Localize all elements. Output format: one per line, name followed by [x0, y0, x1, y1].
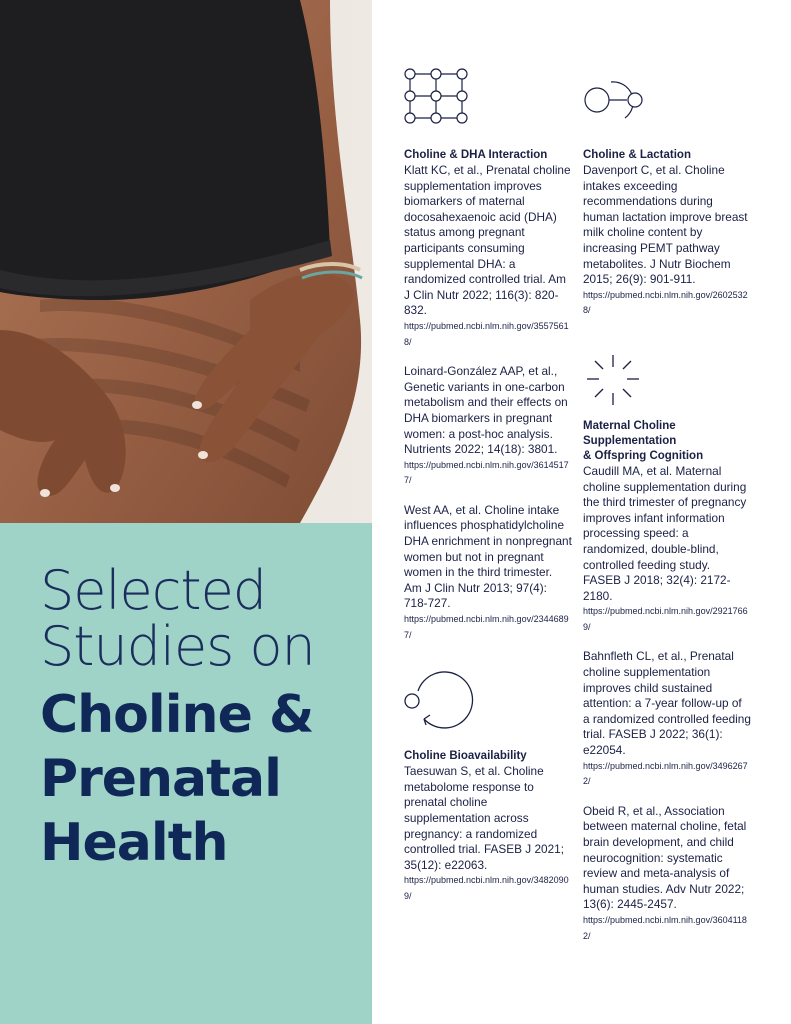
left-panel — [0, 0, 372, 1024]
section-heading-cognition — [583, 419, 751, 464]
title-line-1: Selected — [40, 559, 267, 622]
study-citation: Obeid R, et al., Association between maternal choline, fetal brain development, and child neurocognition: systematic review and meta-analysis of human studies. Adv Nutr 2022; 13(6): 2445-2457. — [583, 803, 747, 912]
study-citation: Taesuwan S, et al. Choline metabolome response to prenatal choline supplementation across pregnancy: a randomized controlled trial. FASEB J 2021; 35(12): e22063. — [404, 764, 564, 872]
heading-line: Supplementation — [583, 434, 677, 447]
column-2 — [583, 60, 751, 944]
title-line-3: Choline & — [40, 685, 314, 745]
study-link[interactable]: https://pubmed.ncbi.nlm.nih.gov/34962672/ — [583, 760, 748, 787]
circle-arrow-icon — [404, 667, 474, 733]
study-citation: Caudill MA, et al. Maternal choline supplementation during the third trimester of pregnancy improves infant information processing speed: a randomized, double-blind, controlled feeding study. FASEB J 2018; 32(4): 2172-2180. — [583, 463, 747, 603]
study-link[interactable]: https://pubmed.ncbi.nlm.nih.gov/26025328/ — [583, 289, 748, 316]
section-heading-bioavailability: Choline Bioavailability — [404, 750, 527, 763]
title-line-4: Prenatal — [40, 749, 281, 809]
photo-illustration — [0, 0, 372, 523]
study-link[interactable]: https://pubmed.ncbi.nlm.nih.gov/23446897/ — [404, 614, 569, 640]
column-1 — [404, 60, 572, 905]
grid-network-icon — [404, 60, 468, 140]
heading-line: Maternal Choline — [583, 419, 676, 432]
study-link[interactable]: https://pubmed.ncbi.nlm.nih.gov/34820909/ — [404, 875, 569, 901]
starburst-icon — [583, 349, 653, 419]
study-citation: Loinard-González AAP, et al., Genetic variants in one-carbon metabolism and their effects on DHA biomarkers in pregnant women: a post-hoc analysis. Nutrients 2022; 14(18): 3801. — [404, 364, 568, 457]
study-link[interactable]: https://pubmed.ncbi.nlm.nih.gov/36041182/ — [583, 914, 747, 941]
connected-circles-icon — [583, 60, 653, 140]
study-citation: Klatt KC, et al., Prenatal choline supplementation improves biomarkers of maternal docosahexaenoic acid (DHA) status among pregnant participants consuming supplemental DHA: a randomized controlled trial. Am J Clin Nutr 2022; 116(3): 820-832. — [404, 163, 571, 318]
study-link[interactable]: https://pubmed.ncbi.nlm.nih.gov/35575618/ — [404, 320, 569, 347]
study-link[interactable]: https://pubmed.ncbi.nlm.nih.gov/29217669/ — [583, 606, 748, 632]
section-heading-lactation: Choline & Lactation — [583, 149, 691, 161]
page-title — [40, 559, 315, 875]
heading-line: & Offspring Cognition — [583, 449, 704, 462]
study-citation: Bahnfleth CL, et al., Prenatal choline supplementation improves child sustained attention: a 7-year follow-up of a randomized controlled feeding trial. FASEB J 2022; 36(1): e22054. — [583, 649, 751, 758]
title-line-2: Studies on — [40, 615, 315, 678]
study-citation: Davenport C, et al. Choline intakes exceeding recommendations during human lactation improve breast milk choline content by increasing PEMT pathway metabolites. J Nutr Biochem 2015; 26(9): 901-911. — [583, 163, 748, 287]
title-panel — [0, 523, 372, 1024]
study-link[interactable]: https://pubmed.ncbi.nlm.nih.gov/36145177/ — [404, 459, 569, 486]
pregnant-belly-photo — [0, 0, 372, 523]
section-heading-dha: Choline & DHA Interaction — [404, 149, 548, 161]
title-line-5: Health — [40, 813, 228, 873]
study-citation: West AA, et al. Choline intake influences phosphatidylcholine DHA enrichment in nonpregnant women but not in pregnant women in the third trimester. Am J Clin Nutr 2013; 97(4): 718-727. — [404, 502, 572, 611]
